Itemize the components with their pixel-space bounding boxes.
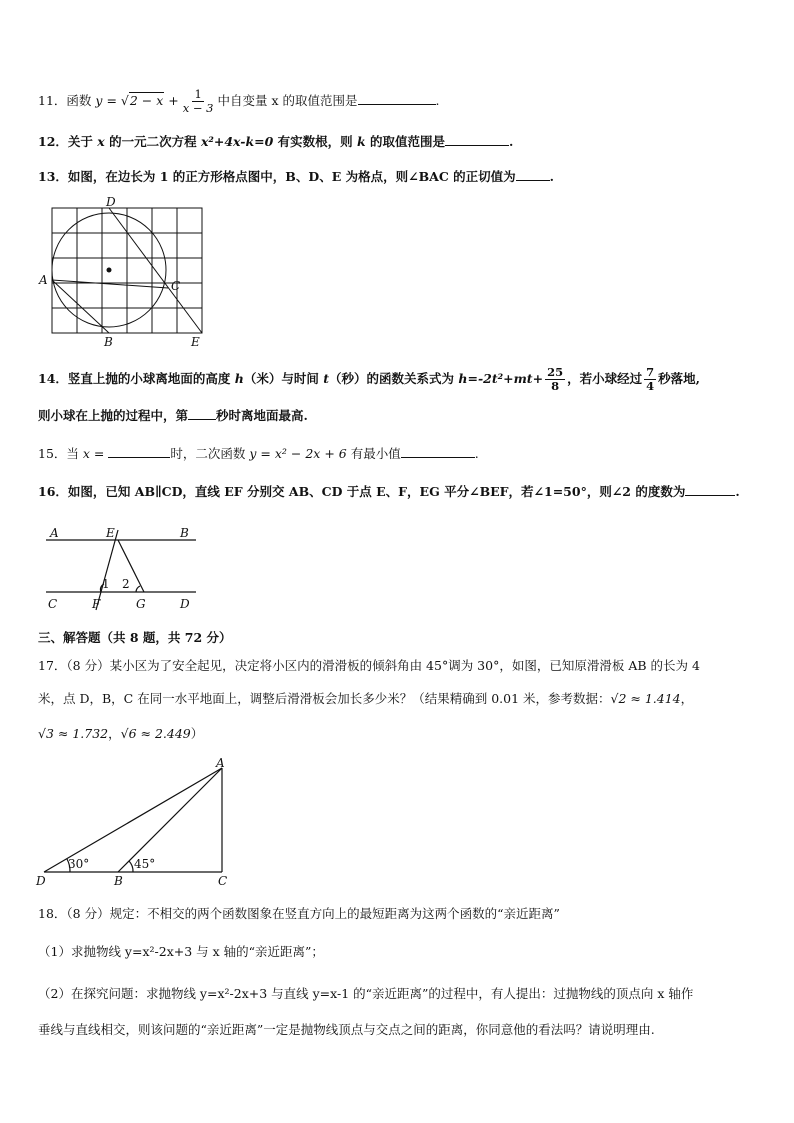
fraction [181, 88, 216, 115]
grid-circle-figure [38, 194, 213, 349]
answer-blank[interactable] [516, 168, 550, 181]
label-angle-2: 2 [122, 577, 130, 591]
text: . [509, 134, 514, 149]
equation: x²+4x-k=0 [200, 134, 274, 149]
text: 秒时离地面最高. [216, 408, 308, 423]
reference-value: √3 ≈ 1.732 [38, 726, 109, 741]
fraction-denominator: 8 [551, 379, 560, 393]
label-B: B [180, 526, 189, 540]
text: 则小球在上抛的过程中，第 [38, 408, 189, 423]
text: 如图，在边长为 1 的正方形格点图中，B、D、E 为格点，则∠BAC 的正切值为 [67, 169, 516, 184]
question-11: 11．函数 y = √2 − x + $\frac{1}{x - 3}$ 中自变量 x 的取值范围是 . [38, 87, 440, 115]
text: 时，二次函数 [170, 446, 246, 461]
label-E: E [106, 526, 115, 540]
formula: h=-2t²+mt+ [458, 371, 544, 386]
question-number: 14． [38, 371, 68, 386]
question-number: 15． [38, 446, 67, 461]
radicand: 2 − x [129, 93, 164, 108]
text: ） [190, 726, 204, 741]
fraction-numerator: 25 [547, 365, 564, 379]
text: k [357, 134, 366, 149]
text: . [735, 484, 740, 499]
text: . [435, 93, 440, 108]
question-number: 16． [38, 484, 68, 499]
fraction [545, 366, 565, 393]
label-A: A [50, 526, 59, 540]
question-18-part2-line1: （2）在探究问题：求抛物线 y=x²-2x+3 与直线 y=x-1 的“亲近距离”的过程中，有人提出：过抛物线的顶点向 x 轴作 [38, 986, 694, 1001]
label-A: A [216, 756, 225, 770]
text: （米）与时间 [243, 371, 319, 386]
label-E: E [191, 335, 200, 349]
text: 的取值范围是 [365, 134, 446, 149]
question-17-line1: 17．（8 分）某小区为了安全起见，决定将小区内的滑滑板的倾斜角由 45°调为 30°，如图，已知原滑滑板 AB 的长为 4 [38, 658, 700, 673]
question-18-line1: 18．（8 分）规定：不相交的两个函数图象在竖直方向上的最短距离为这两个函数的“亲近距离” [38, 906, 560, 921]
slide-triangle-figure [30, 756, 240, 891]
text: x = [82, 446, 105, 461]
answer-blank[interactable] [108, 445, 170, 458]
label-C: C [218, 874, 228, 888]
fraction-denominator: 4 [646, 379, 655, 393]
text: x [97, 134, 105, 149]
answer-blank[interactable] [358, 92, 436, 105]
text: ， [108, 726, 121, 741]
question-13 [38, 167, 554, 185]
question-14-line2 [38, 406, 308, 424]
text: ，若小球经过 [567, 371, 643, 386]
question-text: 函数 [66, 93, 92, 108]
question-18-part2-line2: 垂线与直线相交，则该问题的“亲近距离”一定是抛物线顶点与交点之间的距离，你同意他的看法吗？请说明理由. [38, 1022, 655, 1037]
text: 有实数根，则 [273, 134, 358, 149]
parallel-lines-figure [40, 520, 210, 615]
reference-value: √2 ≈ 1.414 [610, 691, 681, 706]
label-C: C [48, 597, 58, 611]
text: 如图，已知 AB∥CD，直线 EF 分别交 AB、CD 于点 E、F，EG 平分∠BEF，若∠1=50°，则∠2 的度数为 [67, 484, 686, 499]
text: h [234, 371, 244, 386]
question-12 [38, 132, 513, 150]
label-D: D [180, 597, 190, 611]
answer-blank[interactable] [188, 407, 216, 420]
text: 竖直上抛的小球离地面的高度 [67, 371, 231, 386]
text: ， [680, 691, 694, 706]
label-angle-30: 30° [68, 857, 90, 871]
label-G: G [136, 597, 146, 611]
text: 秒落地, [658, 371, 700, 386]
fraction-numerator: 1 [194, 87, 202, 101]
question-text: 中自变量 x 的取值范围是 [217, 93, 358, 108]
text: 米，点 D，B，C 在同一水平地面上，调整后滑滑板会加长多少米？（结果精确到 0.01 米，参考数据： [38, 691, 611, 706]
label-B: B [114, 874, 123, 888]
fraction-numerator: 7 [646, 365, 655, 379]
text: 的一元二次方程 [104, 134, 201, 149]
question-number: 12． [38, 134, 68, 149]
question-16 [38, 482, 740, 500]
question-14 [38, 366, 700, 393]
formula: y = x² − 2x + 6 [249, 446, 347, 461]
label-B: B [104, 335, 113, 349]
question-18-part1: （1）求抛物线 y=x²-2x+3 与 x 轴的“亲近距离”； [38, 944, 324, 959]
label-D: D [106, 195, 116, 209]
fraction [644, 366, 656, 393]
label-angle-1: 1 [102, 577, 110, 591]
label-D: D [36, 874, 46, 888]
text: t [323, 371, 330, 386]
reference-value: √6 ≈ 2.449 [120, 726, 191, 741]
answer-blank[interactable] [445, 133, 509, 146]
question-number: 13． [38, 169, 68, 184]
answer-blank[interactable] [685, 483, 735, 496]
text: 关于 [67, 134, 98, 149]
label-A: A [39, 273, 48, 287]
text: 当 [66, 446, 79, 461]
label-angle-45: 45° [134, 857, 156, 871]
formula: y = [95, 93, 121, 108]
fraction-denominator: x − 3 [182, 101, 214, 115]
question-17-line2 [38, 689, 693, 707]
text: 有最小值 [350, 446, 401, 461]
answer-blank[interactable] [401, 445, 475, 458]
label-C: C [171, 279, 181, 293]
text: . [474, 446, 479, 461]
question-15 [38, 444, 479, 462]
section-heading: 三、解答题（共 8 题，共 72 分） [38, 630, 232, 645]
text: （秒）的函数关系式为 [329, 371, 455, 386]
text: . [549, 169, 554, 184]
label-F: F [92, 597, 101, 611]
question-number: 11． [38, 93, 67, 108]
question-17-line3 [38, 724, 203, 742]
